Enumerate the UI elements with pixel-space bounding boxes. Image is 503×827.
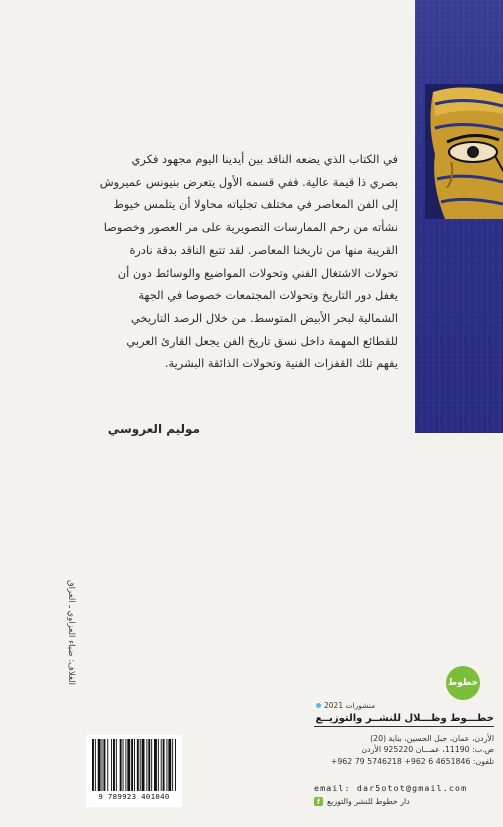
barcode-bar <box>140 739 141 791</box>
barcode-bar <box>142 739 145 791</box>
barcode-bar <box>158 739 159 791</box>
publication-year-text: منشورات 2021 <box>324 701 376 710</box>
barcode-bar <box>134 739 135 791</box>
publisher-email: email: dar5otot@gmail.com <box>314 783 468 793</box>
pharaoh-mask-image <box>425 84 503 219</box>
barcode-bar <box>127 739 130 791</box>
blurb-author: موليم العروسي <box>107 422 200 436</box>
blurb-line: الشمالية لبحر الأبيض المتوسط. من خلال الرصد التاريخي <box>130 310 398 325</box>
publisher-name: خطـــوط وظـــلال للنشــر والتوزيــع <box>314 713 494 727</box>
blurb-line: القريبة منها من تاريخنا المعاصر. لقد تتبع الناقد بدقة نادرة <box>129 242 398 257</box>
cover-credit-block <box>62 579 76 685</box>
publisher-address: الأردن، عمان، جبل الحسين، بناية (20) <box>370 734 494 743</box>
barcode-bar <box>146 739 147 791</box>
publisher-contact <box>314 733 494 767</box>
barcode-bar <box>116 739 117 791</box>
barcode-bar <box>131 739 133 791</box>
barcode-bar <box>113 739 115 791</box>
barcode-bar <box>92 739 94 791</box>
isbn-barcode <box>86 735 182 807</box>
isbn-number: 9 789923 401040 <box>98 792 170 801</box>
barcode-bar <box>120 739 122 791</box>
barcode-bar <box>154 739 157 791</box>
publisher-logo-text: خطوط <box>447 678 479 688</box>
publisher-facebook-text: دار خطوط للنشر والتوزيع <box>327 797 410 806</box>
barcode-bar <box>102 739 103 791</box>
barcode-bar <box>107 739 108 791</box>
publisher-pobox: ص.ب: 11190، عمـــان 925220 الأردن <box>361 745 494 755</box>
blurb-line: إلى الفن المعاصر في مختلف تجلياته محاولا أن يتلمس خيوط <box>113 197 398 212</box>
blurb-line: نشأته من رحم الممارسات التصويرية على مر العصور وخصوصا <box>103 220 398 235</box>
blurb-text <box>78 148 398 375</box>
cover-credit: الغلاف: ضياء العزاوي ـ العراق <box>66 579 76 685</box>
barcode-bar <box>95 739 96 791</box>
publication-year <box>316 701 396 710</box>
barcode-bars <box>92 739 176 791</box>
barcode-bar <box>148 739 150 791</box>
blurb-line: بصري ذا قيمة عالية. ففي قسمه الأول يتعرض بنيونس عميروش <box>99 174 398 189</box>
blurb-line: يفهم تلك القفزات الفنية وتحولات الذائقة البشرية. <box>164 356 398 371</box>
barcode-bar <box>103 739 105 791</box>
barcode-bar <box>168 739 171 791</box>
barcode-bar <box>98 739 101 791</box>
barcode-bar <box>163 739 165 791</box>
barcode-bar <box>175 739 176 791</box>
barcode-bar <box>166 739 167 791</box>
publisher-facebook <box>314 797 494 806</box>
publisher-logo <box>446 666 480 700</box>
barcode-bar <box>161 739 162 791</box>
publisher-phone: تلفون: 4651846 6 962+ 5746218 79 962+ <box>330 756 494 766</box>
bullet-dot-icon <box>316 703 321 708</box>
cover-art-strip <box>415 0 503 433</box>
blurb-line: في الكتاب الذي يضعه الناقد بين أيدينا اليوم مجهود فكري <box>131 152 398 166</box>
barcode-bar <box>151 739 152 791</box>
barcode-bar <box>125 739 126 791</box>
blurb-line: تحولات الاشتغال الفني وتحولات المواضيع والوسائط دون أن <box>117 265 398 280</box>
blurb-line: للقطائع المهمة داخل نسق تاريخ الفن يجعل القارئ العربي <box>126 333 398 348</box>
facebook-icon: f <box>314 797 323 806</box>
barcode-bar <box>111 739 112 791</box>
blurb-line: يغفل دور التاريخ وتحولات المجتمعات خصوصا في الجهة <box>138 288 398 303</box>
barcode-bar <box>137 739 139 791</box>
barcode-bar <box>172 739 173 791</box>
barcode-bar <box>123 739 124 791</box>
